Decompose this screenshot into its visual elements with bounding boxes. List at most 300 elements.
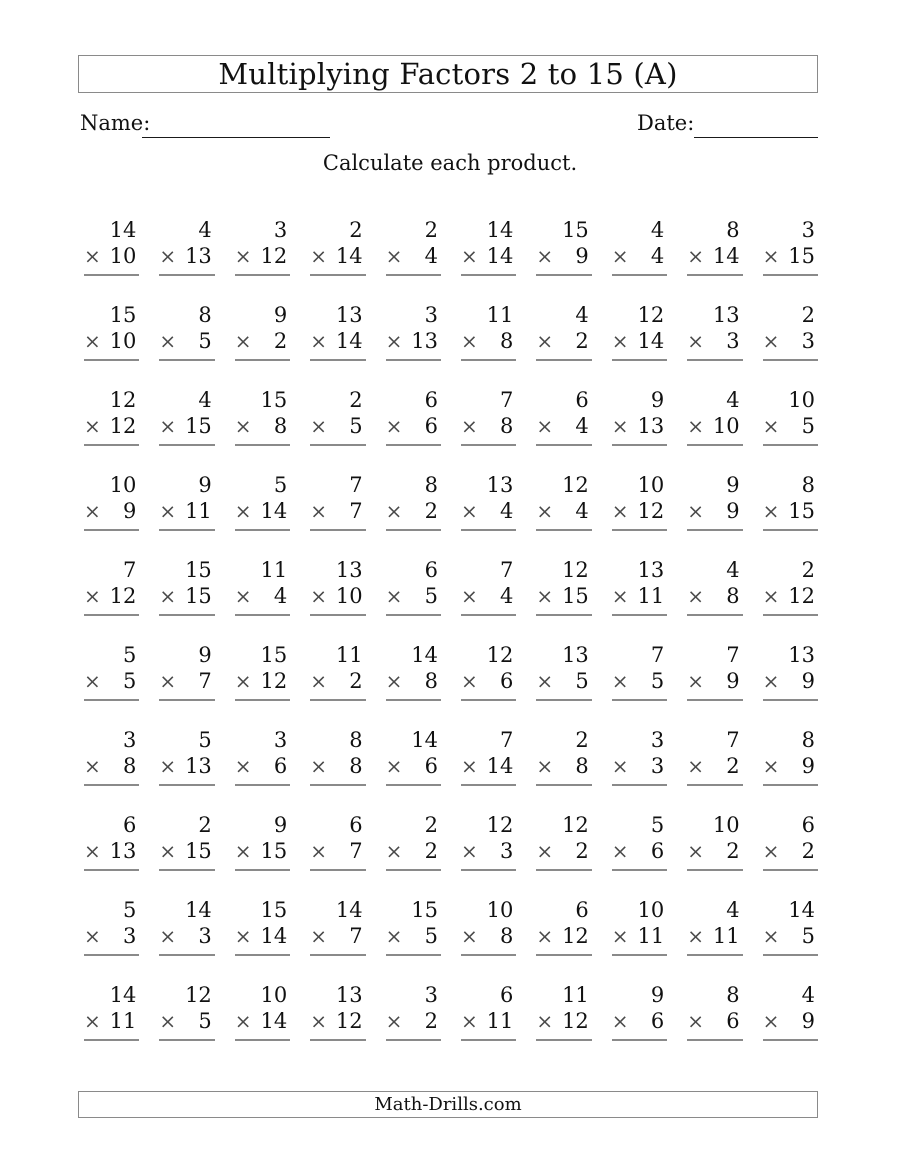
bottom-factor: 2 [726, 839, 740, 863]
bottom-factor-row [310, 243, 365, 269]
top-factor: 4 [726, 388, 740, 412]
multiply-icon: × [611, 839, 629, 863]
problem-r10-c3 [235, 982, 290, 1041]
multiply-icon: × [310, 329, 327, 353]
answer-line [612, 954, 667, 956]
answer-line [159, 784, 214, 786]
problem-r10-c6 [461, 982, 516, 1041]
bottom-factor-row [159, 328, 214, 354]
multiply-icon: × [310, 414, 327, 438]
answer-line [235, 359, 290, 361]
multiply-icon: × [159, 669, 177, 693]
problem-r1-c4 [310, 217, 365, 276]
multiply-icon: × [234, 329, 252, 353]
top-factor: 2 [575, 728, 589, 752]
problem-r2-c2 [159, 302, 214, 361]
bottom-factor-row [612, 328, 667, 354]
bottom-factor: 2 [801, 839, 815, 863]
bottom-factor-row [310, 668, 365, 694]
answer-line [310, 699, 365, 701]
answer-line [536, 1039, 591, 1041]
bottom-factor-row [536, 498, 591, 524]
multiply-icon: × [385, 329, 403, 353]
problem-r8-c6 [461, 812, 516, 871]
multiply-icon: × [159, 329, 177, 353]
bottom-factor: 12 [788, 584, 815, 608]
problem-r9-c6 [461, 897, 516, 956]
answer-line [763, 869, 818, 871]
problem-r9-c9 [687, 897, 742, 956]
bottom-factor: 12 [260, 669, 288, 693]
bottom-factor: 6 [424, 754, 438, 778]
problem-r3-c4 [310, 387, 365, 446]
multiply-icon: × [762, 244, 780, 268]
multiply-icon: × [461, 244, 478, 268]
bottom-factor-row [159, 413, 214, 439]
answer-line [687, 784, 742, 786]
problem-r10-c10 [763, 982, 818, 1041]
bottom-factor: 7 [349, 839, 363, 863]
bottom-factor: 14 [712, 244, 740, 268]
multiply-icon: × [159, 499, 177, 523]
problem-r5-c4 [310, 557, 365, 616]
answer-line [84, 444, 139, 446]
multiply-icon: × [536, 244, 554, 268]
bottom-factor-row [386, 328, 441, 354]
bottom-factor-row [612, 838, 667, 864]
problem-r3-c5 [386, 387, 441, 446]
top-factor: 7 [500, 558, 514, 582]
multiply-icon: × [687, 924, 704, 948]
multiply-icon: × [159, 1009, 177, 1033]
multiply-icon: × [687, 499, 704, 523]
bottom-factor: 12 [109, 414, 137, 438]
bottom-factor: 5 [198, 329, 212, 353]
problem-r1-c3 [235, 217, 290, 276]
multiply-icon: × [234, 839, 252, 863]
bottom-factor: 15 [788, 244, 815, 268]
answer-line [386, 444, 441, 446]
answer-line [763, 359, 818, 361]
bottom-factor: 8 [123, 754, 137, 778]
bottom-factor-row [235, 838, 290, 864]
multiply-icon: × [687, 244, 704, 268]
top-factor: 14 [486, 218, 514, 242]
bottom-factor-row [536, 753, 591, 779]
bottom-factor-row [235, 498, 290, 524]
top-factor: 14 [109, 983, 137, 1007]
multiply-icon: × [310, 839, 327, 863]
bottom-factor-row [84, 243, 139, 269]
bottom-factor: 15 [788, 499, 815, 523]
multiply-icon: × [84, 1009, 101, 1033]
bottom-factor: 2 [424, 1009, 438, 1033]
bottom-factor-row [235, 923, 290, 949]
worksheet-title-box [78, 55, 818, 93]
problem-r8-c10 [763, 812, 818, 871]
bottom-factor-row [461, 753, 516, 779]
problem-r9-c4 [310, 897, 365, 956]
bottom-factor-row [310, 923, 365, 949]
multiply-icon: × [687, 584, 704, 608]
bottom-factor: 6 [726, 1009, 740, 1033]
bottom-factor-row [763, 243, 818, 269]
problem-r4-c9 [687, 472, 742, 531]
bottom-factor: 6 [650, 839, 665, 863]
bottom-factor-row [235, 668, 290, 694]
multiply-icon: × [687, 839, 704, 863]
bottom-factor: 12 [109, 584, 137, 608]
problem-r3-c2 [159, 387, 214, 446]
answer-line [763, 954, 818, 956]
problem-r9-c3 [235, 897, 290, 956]
problem-r5-c6 [461, 557, 516, 616]
answer-line [310, 529, 365, 531]
bottom-factor: 4 [273, 584, 288, 608]
top-factor: 14 [411, 643, 438, 667]
top-factor: 4 [198, 388, 212, 412]
bottom-factor-row [235, 1008, 290, 1034]
problem-r5-c9 [687, 557, 742, 616]
top-factor: 11 [260, 558, 288, 582]
top-factor: 8 [424, 473, 438, 497]
bottom-factor: 11 [637, 584, 665, 608]
multiply-icon: × [159, 414, 177, 438]
top-factor: 6 [575, 388, 589, 412]
problem-r1-c6 [461, 217, 516, 276]
top-factor: 14 [335, 898, 363, 922]
multiply-icon: × [159, 839, 177, 863]
problem-r10-c2 [159, 982, 214, 1041]
date-label: Date: [637, 111, 695, 135]
top-factor: 7 [500, 728, 514, 752]
problem-r10-c7 [536, 982, 591, 1041]
bottom-factor: 12 [562, 924, 589, 948]
multiply-icon: × [611, 329, 629, 353]
bottom-factor-row [84, 838, 139, 864]
bottom-factor-row [310, 1008, 365, 1034]
top-factor: 9 [650, 983, 665, 1007]
multiply-icon: × [536, 754, 554, 778]
problem-r7-c3 [235, 727, 290, 786]
answer-line [84, 784, 139, 786]
bottom-factor-row [386, 838, 441, 864]
multiply-icon: × [762, 414, 780, 438]
multiply-icon: × [84, 754, 101, 778]
answer-line [763, 444, 818, 446]
bottom-factor: 9 [726, 499, 740, 523]
answer-line [612, 1039, 667, 1041]
bottom-factor: 5 [349, 414, 363, 438]
bottom-factor: 2 [349, 669, 363, 693]
top-factor: 6 [424, 558, 438, 582]
multiply-icon: × [234, 754, 252, 778]
answer-line [84, 359, 139, 361]
multiply-icon: × [310, 244, 327, 268]
top-factor: 14 [109, 218, 137, 242]
problem-r5-c5 [386, 557, 441, 616]
answer-line [159, 699, 214, 701]
problem-r7-c4 [310, 727, 365, 786]
answer-line [612, 444, 667, 446]
answer-line [235, 869, 290, 871]
top-factor: 8 [726, 218, 740, 242]
bottom-factor-row [687, 498, 742, 524]
site-name: Math-Drills.com [374, 1094, 522, 1115]
top-factor: 2 [198, 813, 212, 837]
name-fill-line [142, 137, 330, 138]
bottom-factor: 4 [500, 584, 514, 608]
bottom-factor: 3 [726, 329, 740, 353]
bottom-factor: 7 [198, 669, 212, 693]
bottom-factor-row [687, 413, 742, 439]
multiply-icon: × [385, 839, 403, 863]
bottom-factor: 13 [185, 754, 212, 778]
top-factor: 10 [486, 898, 514, 922]
top-factor: 7 [123, 558, 137, 582]
problem-r3-c6 [461, 387, 516, 446]
date-fill-line [694, 137, 818, 138]
problem-r2-c6 [461, 302, 516, 361]
answer-line [612, 359, 667, 361]
answer-line [763, 784, 818, 786]
answer-line [310, 869, 365, 871]
top-factor: 9 [273, 303, 288, 327]
answer-line [461, 869, 516, 871]
bottom-factor-row [386, 498, 441, 524]
top-factor: 3 [123, 728, 137, 752]
bottom-factor-row [84, 413, 139, 439]
problem-r10-c8 [612, 982, 667, 1041]
answer-line [159, 444, 214, 446]
problem-r6-c2 [159, 642, 214, 701]
top-factor: 15 [260, 898, 288, 922]
bottom-factor-row [536, 413, 591, 439]
answer-line [461, 614, 516, 616]
top-factor: 9 [273, 813, 288, 837]
answer-line [687, 529, 742, 531]
bottom-factor: 8 [349, 754, 363, 778]
multiply-icon: × [762, 839, 780, 863]
bottom-factor: 5 [650, 669, 665, 693]
bottom-factor-row [612, 498, 667, 524]
top-factor: 2 [349, 388, 363, 412]
top-factor: 12 [185, 983, 212, 1007]
problem-r7-c2 [159, 727, 214, 786]
top-factor: 3 [424, 983, 438, 1007]
top-factor: 9 [198, 473, 212, 497]
bottom-factor: 4 [500, 499, 514, 523]
problem-r1-c8 [612, 217, 667, 276]
bottom-factor: 6 [273, 754, 288, 778]
answer-line [612, 529, 667, 531]
bottom-factor-row [386, 923, 441, 949]
problem-r4-c8 [612, 472, 667, 531]
top-factor: 15 [562, 218, 589, 242]
top-factor: 7 [349, 473, 363, 497]
bottom-factor: 9 [801, 754, 815, 778]
answer-line [687, 444, 742, 446]
multiply-icon: × [536, 499, 554, 523]
answer-line [612, 869, 667, 871]
multiply-icon: × [687, 754, 704, 778]
bottom-factor-row [612, 668, 667, 694]
answer-line [536, 784, 591, 786]
multiply-icon: × [385, 669, 403, 693]
bottom-factor: 14 [486, 754, 514, 778]
top-factor: 7 [726, 728, 740, 752]
answer-line [159, 614, 214, 616]
bottom-factor: 14 [637, 329, 665, 353]
problem-r4-c3 [235, 472, 290, 531]
bottom-factor-row [687, 328, 742, 354]
answer-line [159, 954, 214, 956]
bottom-factor: 4 [424, 244, 438, 268]
problem-r8-c7 [536, 812, 591, 871]
bottom-factor: 9 [726, 669, 740, 693]
bottom-factor: 2 [273, 329, 288, 353]
multiply-icon: × [762, 1009, 780, 1033]
bottom-factor: 2 [575, 329, 589, 353]
answer-line [386, 359, 441, 361]
bottom-factor-row [84, 668, 139, 694]
multiply-icon: × [611, 499, 629, 523]
top-factor: 5 [198, 728, 212, 752]
bottom-factor-row [687, 753, 742, 779]
problem-r7-c5 [386, 727, 441, 786]
answer-line [461, 699, 516, 701]
problem-r2-c3 [235, 302, 290, 361]
bottom-factor-row [536, 243, 591, 269]
top-factor: 4 [801, 983, 815, 1007]
top-factor: 5 [123, 898, 137, 922]
multiply-icon: × [762, 329, 780, 353]
problem-r4-c10 [763, 472, 818, 531]
answer-line [84, 954, 139, 956]
answer-line [687, 1039, 742, 1041]
bottom-factor-row [536, 328, 591, 354]
top-factor: 7 [726, 643, 740, 667]
top-factor: 8 [349, 728, 363, 752]
bottom-factor-row [687, 923, 742, 949]
multiply-icon: × [536, 329, 554, 353]
bottom-factor-row [235, 413, 290, 439]
problem-r3-c8 [612, 387, 667, 446]
bottom-factor: 10 [109, 244, 137, 268]
top-factor: 3 [424, 303, 438, 327]
bottom-factor: 6 [500, 669, 514, 693]
top-factor: 9 [650, 388, 665, 412]
bottom-factor-row [536, 1008, 591, 1034]
multiply-icon: × [461, 754, 478, 778]
problem-r6-c10 [763, 642, 818, 701]
top-factor: 10 [712, 813, 740, 837]
multiply-icon: × [234, 1009, 252, 1033]
bottom-factor-row [461, 498, 516, 524]
top-factor: 14 [411, 728, 438, 752]
bottom-factor-row [84, 498, 139, 524]
problem-r10-c9 [687, 982, 742, 1041]
top-factor: 13 [712, 303, 740, 327]
answer-line [612, 784, 667, 786]
top-factor: 7 [650, 643, 665, 667]
bottom-factor-row [763, 753, 818, 779]
top-factor: 10 [109, 473, 137, 497]
top-factor: 12 [562, 813, 589, 837]
bottom-factor-row [763, 413, 818, 439]
multiply-icon: × [385, 924, 403, 948]
answer-line [687, 359, 742, 361]
bottom-factor: 7 [349, 924, 363, 948]
bottom-factor-row [612, 753, 667, 779]
problem-r6-c9 [687, 642, 742, 701]
answer-line [235, 274, 290, 276]
top-factor: 8 [726, 983, 740, 1007]
multiply-icon: × [159, 754, 177, 778]
problem-r9-c10 [763, 897, 818, 956]
problem-r7-c8 [612, 727, 667, 786]
multiply-icon: × [234, 584, 252, 608]
top-factor: 3 [650, 728, 665, 752]
bottom-factor-row [536, 838, 591, 864]
answer-line [386, 529, 441, 531]
answer-line [687, 274, 742, 276]
answer-line [536, 699, 591, 701]
problem-r4-c2 [159, 472, 214, 531]
problem-r8-c9 [687, 812, 742, 871]
bottom-factor: 3 [123, 924, 137, 948]
problem-r1-c5 [386, 217, 441, 276]
top-factor: 15 [411, 898, 438, 922]
answer-line [159, 1039, 214, 1041]
multiply-icon: × [159, 924, 177, 948]
multiply-icon: × [762, 499, 780, 523]
multiply-icon: × [461, 414, 478, 438]
multiply-icon: × [84, 499, 101, 523]
top-factor: 2 [801, 558, 815, 582]
bottom-factor-row [461, 328, 516, 354]
top-factor: 15 [260, 388, 288, 412]
bottom-factor-row [461, 583, 516, 609]
answer-line [84, 529, 139, 531]
multiply-icon: × [461, 669, 478, 693]
top-factor: 6 [424, 388, 438, 412]
bottom-factor: 12 [335, 1009, 363, 1033]
answer-line [235, 529, 290, 531]
answer-line [461, 444, 516, 446]
answer-line [310, 784, 365, 786]
bottom-factor: 5 [801, 414, 815, 438]
top-factor: 10 [788, 388, 815, 412]
multiply-icon: × [461, 329, 478, 353]
problem-r6-c7 [536, 642, 591, 701]
bottom-factor: 15 [562, 584, 589, 608]
answer-line [612, 699, 667, 701]
answer-line [612, 274, 667, 276]
bottom-factor-row [687, 1008, 742, 1034]
bottom-factor-row [536, 668, 591, 694]
problem-r10-c4 [310, 982, 365, 1041]
multiply-icon: × [234, 924, 252, 948]
answer-line [84, 614, 139, 616]
bottom-factor: 3 [650, 754, 665, 778]
answer-line [461, 359, 516, 361]
bottom-factor: 14 [260, 924, 288, 948]
problem-r5-c1 [84, 557, 139, 616]
multiply-icon: × [385, 584, 403, 608]
top-factor: 12 [637, 303, 665, 327]
top-factor: 6 [349, 813, 363, 837]
